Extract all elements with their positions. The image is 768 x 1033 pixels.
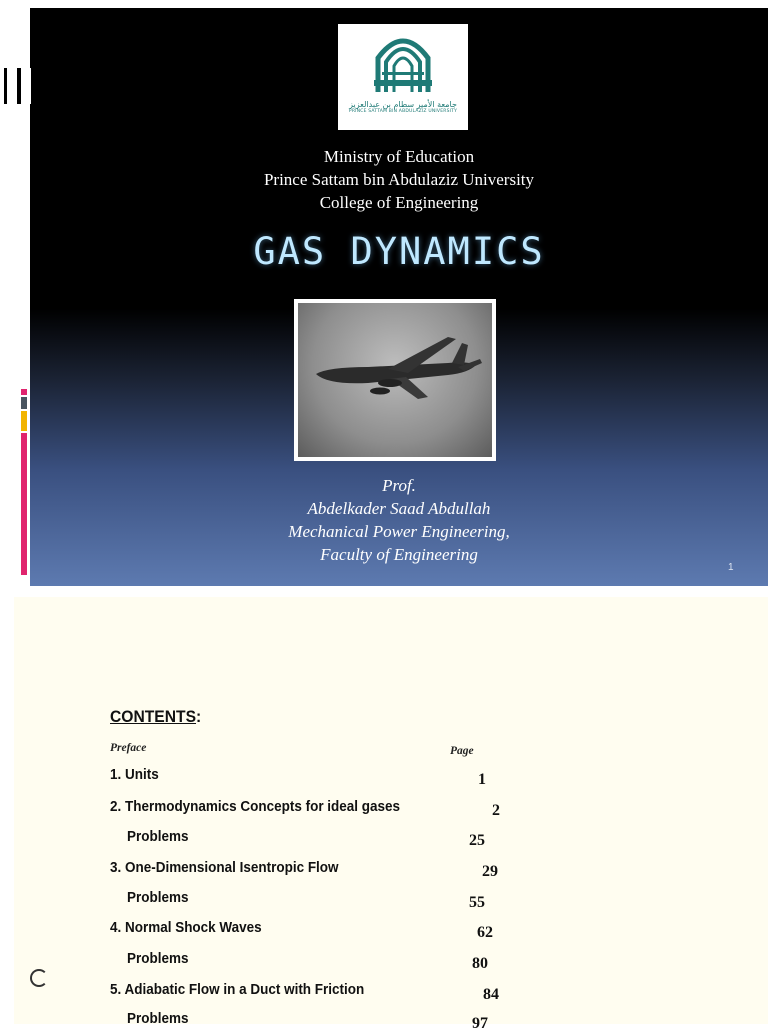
logo-arabic-text: جامعة الأمير سطام بن عبدالعزيز [349,100,457,109]
arch-logo-icon [372,30,434,98]
author-title: Prof. [382,476,416,495]
accent-pink-bar [21,433,27,575]
photo-sky [298,303,492,457]
university-logo [338,24,468,130]
accent-gold-block [21,411,27,431]
airplane-photo [294,299,496,461]
title-slide [0,8,768,586]
toc-page-number: 84 [483,986,499,1003]
toc-entry: 5. Adiabatic Flow in a Duct with Friction [110,982,365,998]
contents-heading-colon: : [196,707,202,726]
contents-page [0,597,768,1032]
toc-entry: Problems [127,829,189,845]
slide-title: GAS DYNAMICS [253,230,545,273]
author-department: Mechanical Power Engineering, [288,522,510,541]
accent-gray-block [21,397,27,409]
author-name: Abdelkader Saad Abdullah [307,499,491,518]
decorative-bar [18,68,34,104]
toc-entry: Problems [127,951,189,967]
institution-line-1: Ministry of Education [323,147,475,166]
institution-line-3: College of Engineering [319,193,479,212]
toc-page-number: 55 [469,894,485,911]
toc-page-number: 97 [472,1015,488,1032]
slide-page-number: 1 [728,562,734,573]
contents-heading-text: CONTENTS [110,707,197,726]
toc-entry: 3. One-Dimensional Isentropic Flow [110,860,339,876]
page-edge [0,597,14,1024]
toc-entry: Problems [127,1011,189,1027]
toc-entry: 4. Normal Shock Waves [110,920,262,936]
airplane-icon [298,303,492,457]
page-column-header: Page [450,745,474,757]
toc-page-number: 2 [492,802,500,819]
toc-page-number: 25 [469,832,485,849]
toc-entry: Problems [127,890,189,906]
preface-label: Preface [110,742,147,754]
logo-english-text: PRINCE SATTAM BIN ABDULAZIZ UNIVERSITY [348,109,458,114]
toc-entry: 2. Thermodynamics Concepts for ideal gases [110,799,401,815]
contents-heading [110,707,201,727]
accent-pink-block [21,389,27,395]
toc-page-number: 1 [478,771,486,788]
author-faculty: Faculty of Engineering [320,545,478,564]
toc-page-number: 29 [482,863,498,880]
circle-mark-icon [30,969,48,987]
toc-page-number: 80 [472,955,488,972]
toc-page-number: 62 [477,924,493,941]
toc-entry: 1. Units [110,767,159,783]
institution-line-2: Prince Sattam bin Abdulaziz University [263,170,535,189]
